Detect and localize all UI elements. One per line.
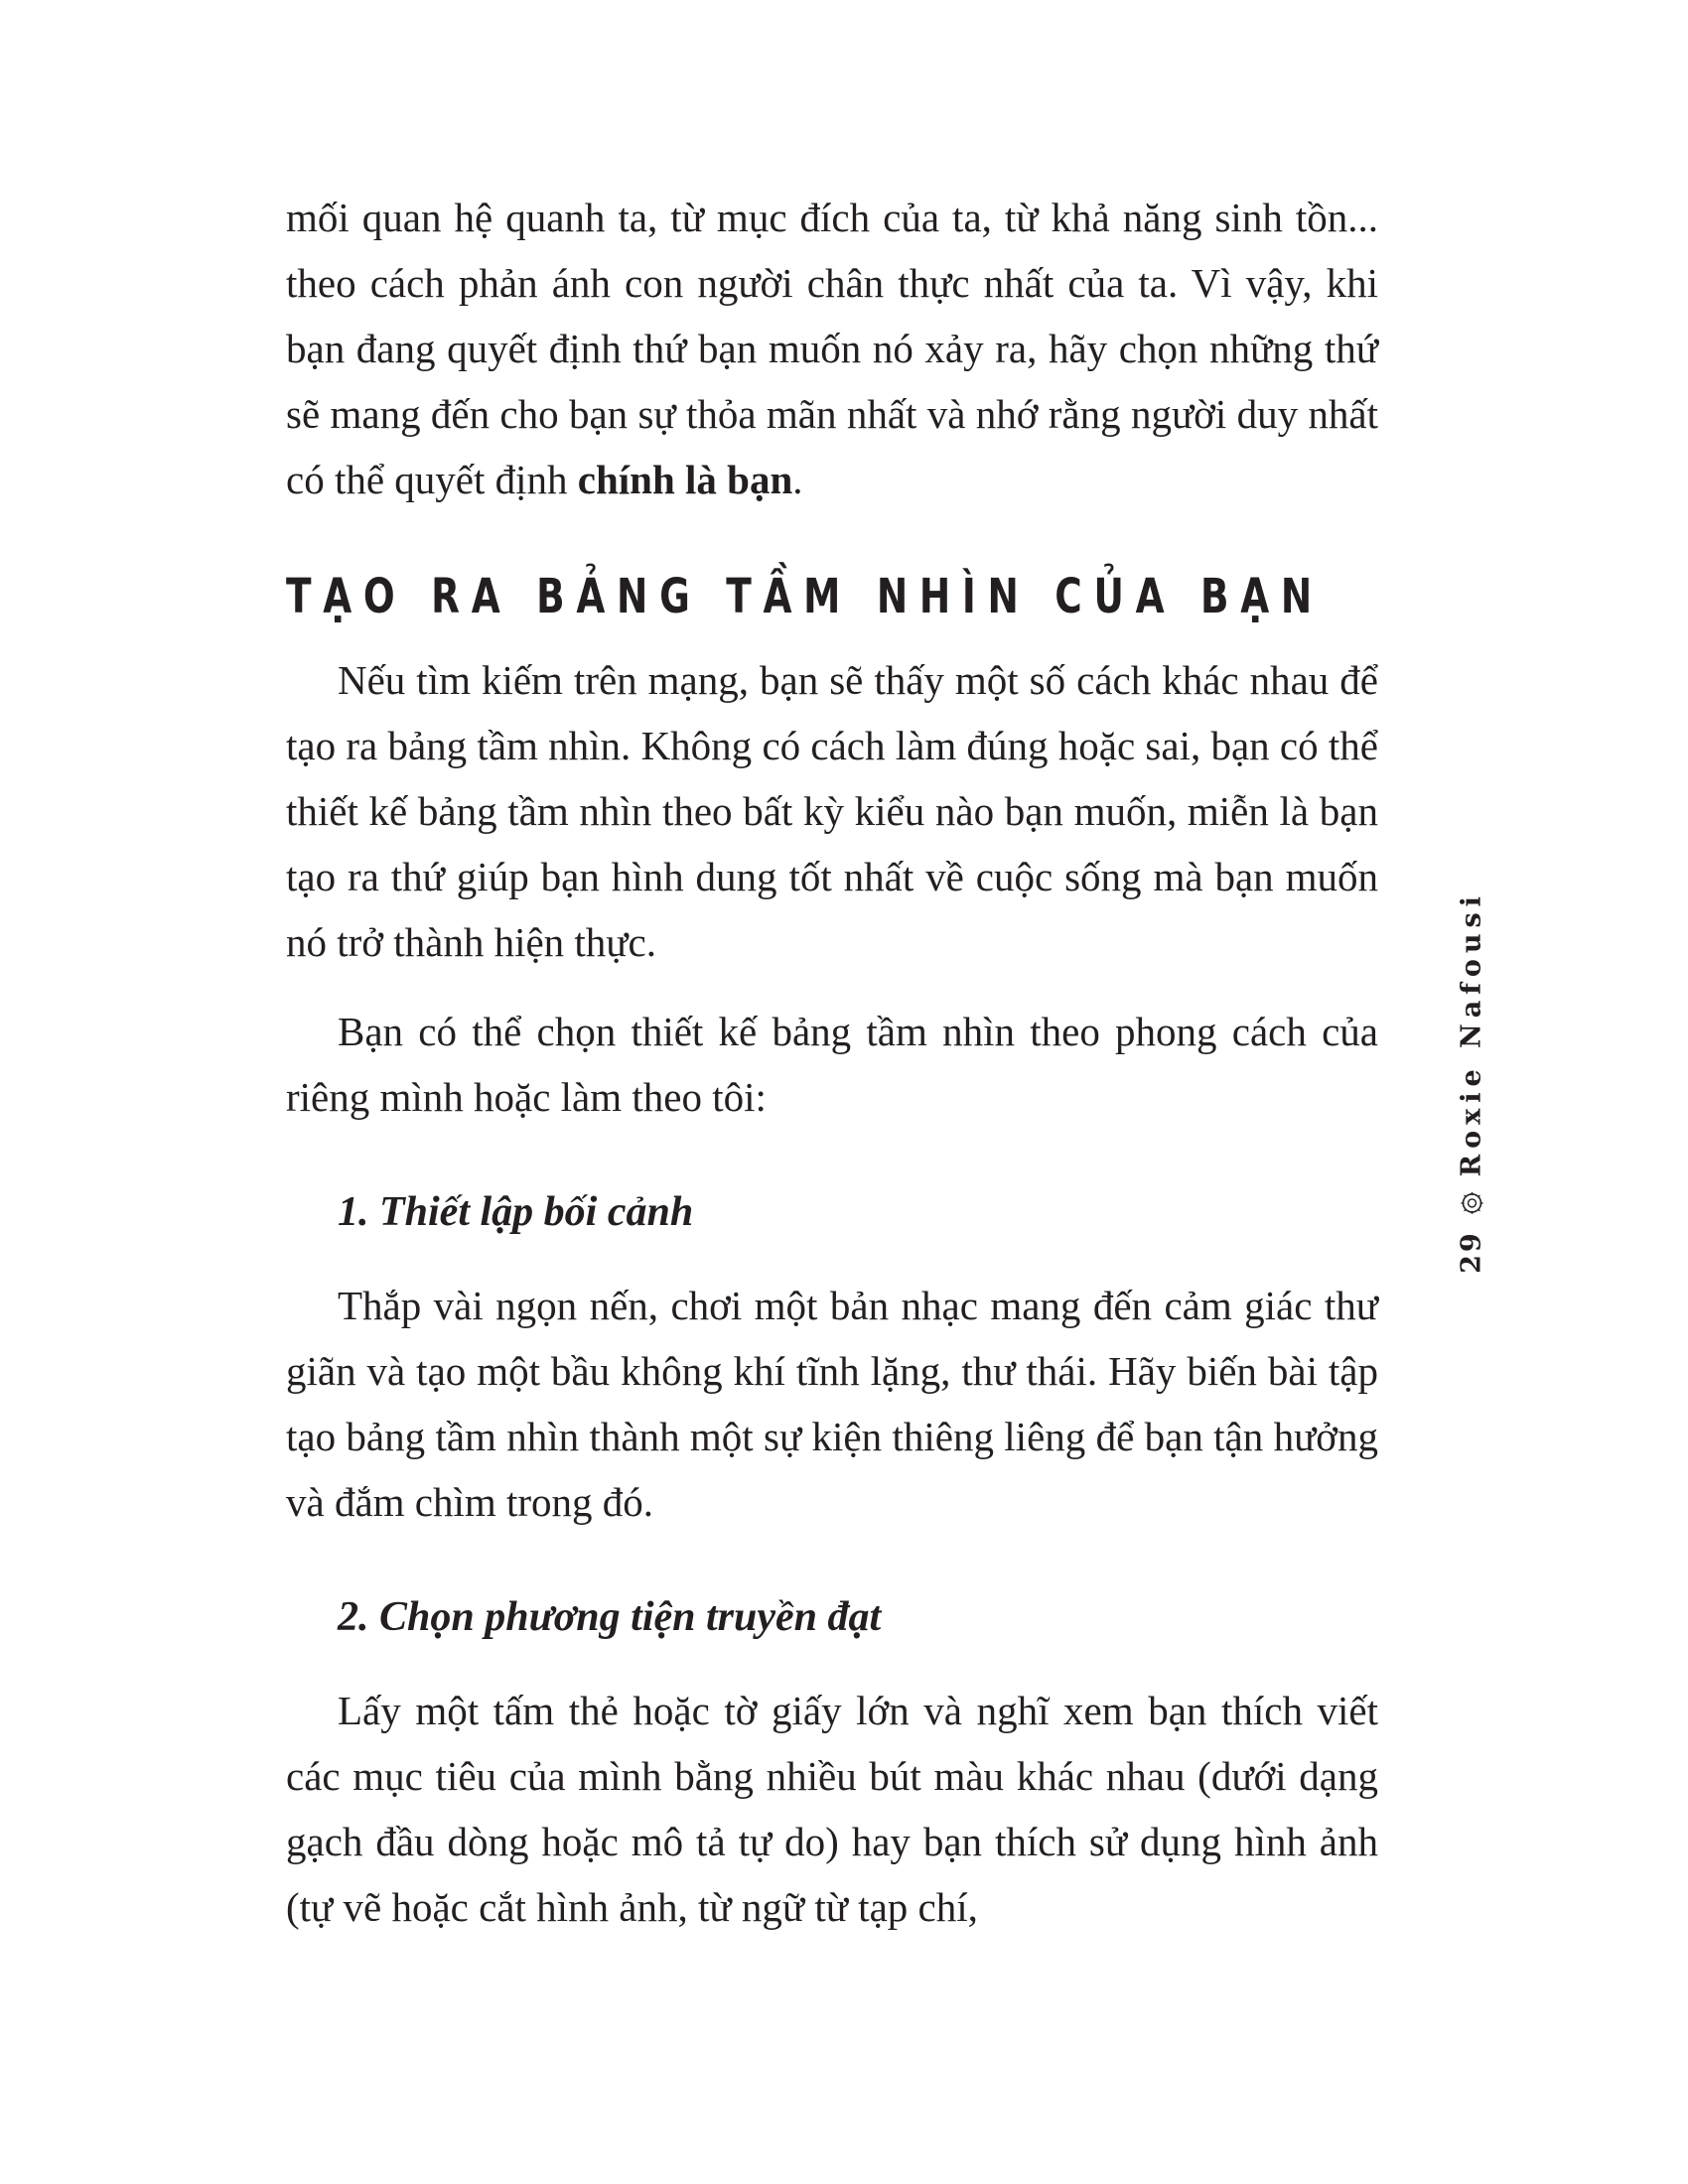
running-head (1456, 890, 1487, 1274)
step-1-body: Thắp vài ngọn nến, chơi một bản nhạc mang đến cảm giác thư giãn và tạo một bầu không khí tĩnh lặng, thư thái. Hãy biến bài tập tạo bảng tầm nhìn thành một sự kiện thiêng liêng để bạn tận hưởng và đắm chìm trong đó. (286, 1283, 1378, 1525)
step-2-body: Lấy một tấm thẻ hoặc tờ giấy lớn và nghĩ xem bạn thích viết các mục tiêu của mình bằng nhiều bút màu khác nhau (dưới dạng gạch đầu dòng hoặc mô tả tự do) hay bạn thích sử dụng hình ảnh (tự vẽ hoặc cắt hình ảnh, từ ngữ từ tạp chí, (286, 1688, 1378, 1930)
paragraph-continuation (286, 185, 1378, 512)
paragraph-text: mối quan hệ quanh ta, từ mục đích của ta, từ khả năng sinh tồn... theo cách phản ánh con người chân thực nhất của ta. Vì vậy, khi bạn đang quyết định thứ bạn muốn nó xảy ra, hãy chọn những thứ sẽ mang đến cho bạn sự thỏa mãn nhất và nhớ rằng người duy nhất có thể quyết định (286, 195, 1378, 502)
page-body (286, 185, 1378, 1940)
paragraph-choice: Bạn có thể chọn thiết kế bảng tầm nhìn theo phong cách của riêng mình hoặc làm theo tôi: (286, 1009, 1378, 1120)
paragraph-intro: Nếu tìm kiếm trên mạng, bạn sẽ thấy một số cách khác nhau để tạo ra bảng tầm nhìn. Không có cách làm đúng hoặc sai, bạn có thể thiết kế bảng tầm nhìn theo bất kỳ kiểu nào bạn muốn, miễn là bạn tạo ra thứ giúp bạn hình dung tốt nhất về cuộc sống mà bạn muốn nó trở thành hiện thực. (286, 657, 1378, 965)
page-number: 29 (1456, 1230, 1487, 1274)
author-name: Roxie Nafousi (1456, 890, 1487, 1177)
paragraph-end: . (792, 457, 803, 502)
flower-ornament-icon (1459, 1190, 1484, 1216)
step-2-title: 2. Chọn phương tiện truyền đạt (338, 1594, 882, 1640)
section-heading: TẠO RA BẢNG TẦM NHÌN CỦA BẠN (286, 569, 1324, 624)
step-1-title: 1. Thiết lập bối cảnh (338, 1189, 694, 1235)
emphasis-text: chính là bạn (577, 457, 793, 502)
